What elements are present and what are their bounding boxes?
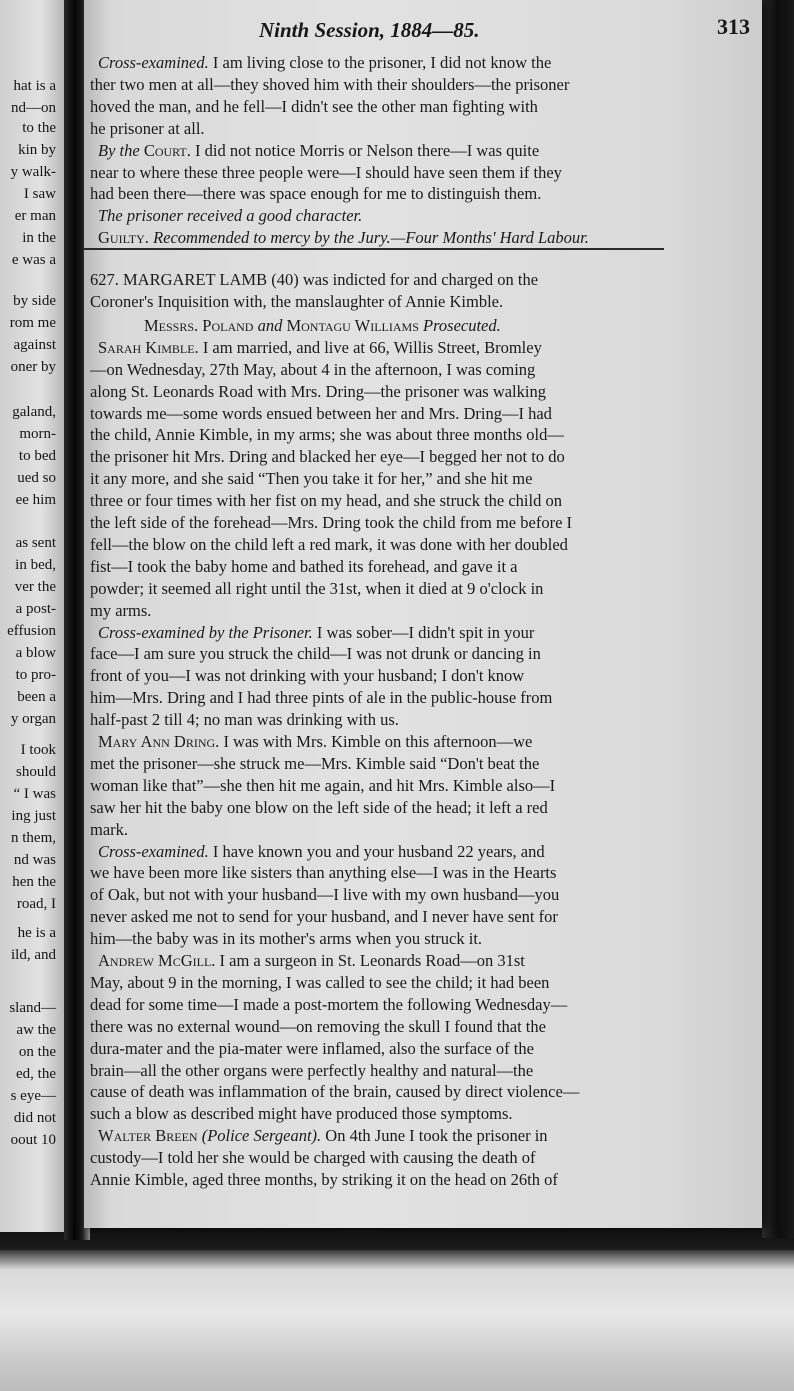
line-text: woman like that”—she then hit me again, and hit Mrs. Kimble also—I <box>90 775 556 795</box>
facing-page-fragment: kin by <box>18 142 56 158</box>
line-label3: (Police Sergeant). <box>197 1126 322 1146</box>
line-label: Cross-examined by the Prisoner. <box>98 622 313 642</box>
desk-surface <box>0 1250 794 1391</box>
text-line <box>90 1147 536 1169</box>
line-text: May, about 9 in the morning, I was called to see the child; it had been <box>90 972 550 992</box>
text-line <box>90 906 558 928</box>
facing-page-fragment: ild, and <box>11 947 56 963</box>
facing-page-fragment: I saw <box>23 186 56 202</box>
text-line <box>90 1103 513 1125</box>
text-line <box>98 140 539 162</box>
line-pros-c: Prosecuted. <box>418 315 501 335</box>
text-line <box>90 183 541 205</box>
facing-page-fragment: ver the <box>14 579 56 595</box>
line-text: we have been more like sisters than anything else—I was in the Hearts <box>90 863 557 883</box>
text-line <box>90 381 546 403</box>
facing-page-fragment: a blow <box>15 645 56 661</box>
text-line <box>90 96 538 118</box>
line-pros-and: and <box>253 315 287 335</box>
text-line <box>90 534 568 556</box>
facing-page-fragment: nd—on <box>11 100 56 116</box>
facing-page-fragment: ued so <box>17 470 56 486</box>
facing-page-fragment: aw the <box>16 1022 56 1038</box>
line-text: near to where these three people were—I should have seen them if they <box>90 162 562 182</box>
facing-page-fragment: should <box>15 764 56 780</box>
facing-page-fragment: did not <box>13 1110 56 1126</box>
line-text: front of you—I was not drinking with your husband; I don't know <box>90 666 525 686</box>
page-number: 313 <box>717 14 750 39</box>
facing-page-fragment: as sent <box>15 535 56 551</box>
text-line <box>90 600 151 622</box>
line-text: mark. <box>90 819 129 839</box>
line-text: towards me—some words ensued between her and Mrs. Dring—I had <box>90 403 552 423</box>
line-text: he prisoner at all. <box>90 118 205 138</box>
line-label2: Guilty. <box>98 228 149 248</box>
line-label2: Mary Ann Dring. <box>98 732 220 751</box>
line-pros-b: Montagu Williams <box>286 315 419 335</box>
line-text: it any more, and she said “Then you take it for her,” and she hit me <box>90 469 533 489</box>
line-text: the prisoner hit Mrs. Dring and blacked her eye—I begged her not to do <box>90 447 565 467</box>
line-text: of Oak, but not with your husband—I live with my own husband—you <box>90 885 560 905</box>
line-text: met the prisoner—she struck me—Mrs. Kimble said “Don't beat the <box>90 753 540 773</box>
line-text: him—the baby was in its mother's arms when you struck it. <box>90 929 483 949</box>
text-line <box>90 403 552 425</box>
facing-page-fragment: nd was <box>13 852 56 868</box>
line-text: never asked me not to send for your husband, and I never have sent for <box>90 907 558 927</box>
document-page <box>84 0 762 1228</box>
facing-page-fragment: y walk- <box>10 164 56 180</box>
facing-page-fragment: ee him <box>15 492 56 508</box>
facing-page-fragment: to the <box>22 120 56 136</box>
facing-page-fragment: oout 10 <box>10 1132 56 1148</box>
line-text: cause of death was inflammation of the brain, caused by direct violence— <box>90 1082 580 1102</box>
line-text: I am a surgeon in St. Leonards Road—on 31st <box>215 951 525 970</box>
facing-page-fragment: oner by <box>10 359 56 375</box>
facing-page <box>0 0 74 1232</box>
line-text: —on Wednesday, 27th May, about 4 in the afternoon, I was coming <box>90 359 536 379</box>
facing-page-fragment: he is a <box>17 925 56 941</box>
line-text: half-past 2 till 4; no man was drinking with us. <box>90 710 399 730</box>
facing-page-fragment: hen the <box>12 874 56 890</box>
text-line <box>98 205 362 227</box>
facing-page-fragment: against <box>13 337 56 353</box>
line-text: I have known you and your husband 22 years, and <box>208 841 545 861</box>
line-text: I am married, and live at 66, Willis Street, Bromley <box>198 337 542 357</box>
line-label: Cross-examined. <box>98 841 209 861</box>
facing-page-fragment: ed, the <box>16 1066 56 1082</box>
text-line <box>98 1125 548 1147</box>
facing-page-fragment: been a <box>17 689 56 705</box>
line-text: I was sober—I didn't spit in your <box>312 622 535 642</box>
facing-page-fragment: rom me <box>9 315 56 331</box>
line-text: there was no external wound—on removing the skull I found that the <box>90 1016 546 1036</box>
facing-page-fragment: effusion <box>7 623 56 639</box>
line-pros-a: Messrs. Poland <box>144 315 254 335</box>
line-label: Cross-examined. <box>98 53 209 72</box>
text-line <box>90 446 565 468</box>
line-label2: Walter Breen <box>98 1126 198 1146</box>
text-line <box>98 950 525 972</box>
line-italic-after: Recommended to mercy by the Jury.—Four Months' Hard Labour. <box>148 228 589 248</box>
facing-page-fragment: n them, <box>11 830 56 846</box>
text-line <box>90 269 538 291</box>
text-line <box>90 1081 579 1103</box>
text-line <box>98 52 551 74</box>
facing-page-fragment: in bed, <box>15 557 56 573</box>
text-line <box>90 687 552 709</box>
line-text: the left side of the forehead—Mrs. Dring took the child from me before I <box>90 513 573 532</box>
text-line <box>90 819 128 841</box>
line-text: dura-mater and the pia-mater were inflamed, also the surface of the <box>90 1038 534 1058</box>
line-text: along St. Leonards Road with Mrs. Dring—the prisoner was walking <box>90 381 546 401</box>
text-line <box>90 578 543 600</box>
text-line <box>90 556 518 578</box>
facing-page-fragment: sland— <box>9 1000 56 1016</box>
facing-page-fragment: galand, <box>12 404 56 420</box>
line-text: ther two men at all—they shoved him with their shoulders—the prisoner <box>90 74 570 94</box>
text-line <box>98 227 589 249</box>
facing-page-fragment: e was a <box>11 252 56 268</box>
line-text: I did not notice Morris or Nelson there—I was quite <box>190 140 540 160</box>
line-text: saw her hit the baby one blow on the left side of the head; it left a red <box>90 797 548 817</box>
text-line <box>90 1060 533 1082</box>
text-line <box>90 643 541 665</box>
facing-page-fragment: road, I <box>16 896 56 912</box>
line-text: hoved the man, and he fell—I didn't see the other man fighting with <box>90 96 538 116</box>
text-line <box>90 928 482 950</box>
text-line <box>90 753 539 775</box>
facing-page-fragment: s eye— <box>10 1088 56 1104</box>
text-line <box>90 468 532 490</box>
line-text: fist—I took the baby home and bathed its forehead, and gave it a <box>90 556 518 576</box>
text-line <box>90 862 556 884</box>
text-line <box>90 775 555 797</box>
text-line <box>90 359 535 381</box>
line-text: I was with Mrs. Kimble on this afternoon—we <box>219 732 533 751</box>
text-line <box>90 118 205 140</box>
line-label2: Sarah Kimble. <box>98 337 199 357</box>
text-line <box>98 337 542 359</box>
line-label: By the <box>98 140 140 160</box>
line-text: him—Mrs. Dring and I had three pints of ale in the public-house from <box>90 688 553 708</box>
page-edge <box>762 0 794 1238</box>
text-line <box>98 731 532 753</box>
line-text: my arms. <box>90 600 152 620</box>
line-text: such a blow as described might have produced those symptoms. <box>90 1104 513 1124</box>
text-line <box>90 74 569 96</box>
line-text: three or four times with her fist on my head, and she struck the child on <box>90 491 562 511</box>
line-label2: Court. <box>143 140 191 160</box>
line-label2: Andrew McGill. <box>98 951 216 970</box>
line-text: 627. MARGARET LAMB (40) was indicted for and charged on the <box>90 270 539 290</box>
facing-page-fragment: in the <box>22 230 56 246</box>
text-line <box>144 315 501 337</box>
line-text: dead for some time—I made a post-mortem the following Wednesday— <box>90 994 568 1014</box>
text-line <box>90 291 503 313</box>
line-text: face—I am sure you struck the child—I was not drunk or dancing in <box>90 644 541 664</box>
text-line <box>90 512 572 534</box>
text-line <box>90 797 548 819</box>
text-line <box>90 665 524 687</box>
running-head: Ninth Session, 1884—85. <box>259 18 480 42</box>
text-line <box>90 972 549 994</box>
facing-page-fragment: I took <box>20 742 56 758</box>
line-italic: The prisoner received a good character. <box>98 206 363 226</box>
line-text: powder; it seemed all right until the 31st, when it died at 9 o'clock in <box>90 578 544 598</box>
line-text: Coroner's Inquisition with, the manslaughter of Annie Kimble. <box>90 292 504 311</box>
text-line <box>90 1169 558 1191</box>
text-line <box>90 1016 546 1038</box>
facing-page-fragment: hat is a <box>13 78 56 94</box>
line-text: custody—I told her she would be charged with causing the death of <box>90 1148 536 1168</box>
facing-page-fragment: on the <box>18 1044 56 1060</box>
text-line <box>90 424 564 446</box>
facing-page-fragment: a post- <box>15 601 56 617</box>
line-text: brain—all the other organs were perfectly healthy and natural—the <box>90 1060 534 1080</box>
facing-page-fragment: ing just <box>11 808 56 824</box>
facing-page-fragment: to bed <box>18 448 56 464</box>
text-line <box>90 162 562 184</box>
text-line <box>90 884 559 906</box>
text-line <box>90 1038 534 1060</box>
line-text: had been there—there was space enough for me to distinguish them. <box>90 184 542 204</box>
line-text: fell—the blow on the child left a red mark, it was done with her doubled <box>90 534 568 554</box>
line-text: I am living close to the prisoner, I did not know the <box>208 53 552 72</box>
text-line <box>90 994 567 1016</box>
line-text: On 4th June I took the prisoner in <box>321 1126 548 1146</box>
facing-page-fragment: by side <box>13 293 56 309</box>
page-header <box>84 14 762 44</box>
facing-page-fragment: to pro- <box>15 667 56 683</box>
line-text: the child, Annie Kimble, in my arms; she was about three months old— <box>90 425 564 445</box>
text-line <box>90 709 399 731</box>
text-line <box>90 490 562 512</box>
text-line <box>98 622 534 644</box>
facing-page-fragment: “ I was <box>13 786 56 802</box>
facing-page-fragment: er man <box>14 208 56 224</box>
facing-page-fragment: y organ <box>10 711 56 727</box>
line-text: Annie Kimble, aged three months, by striking it on the head on 26th of <box>90 1170 558 1189</box>
text-line <box>98 841 545 863</box>
facing-page-fragment: morn- <box>19 426 56 442</box>
